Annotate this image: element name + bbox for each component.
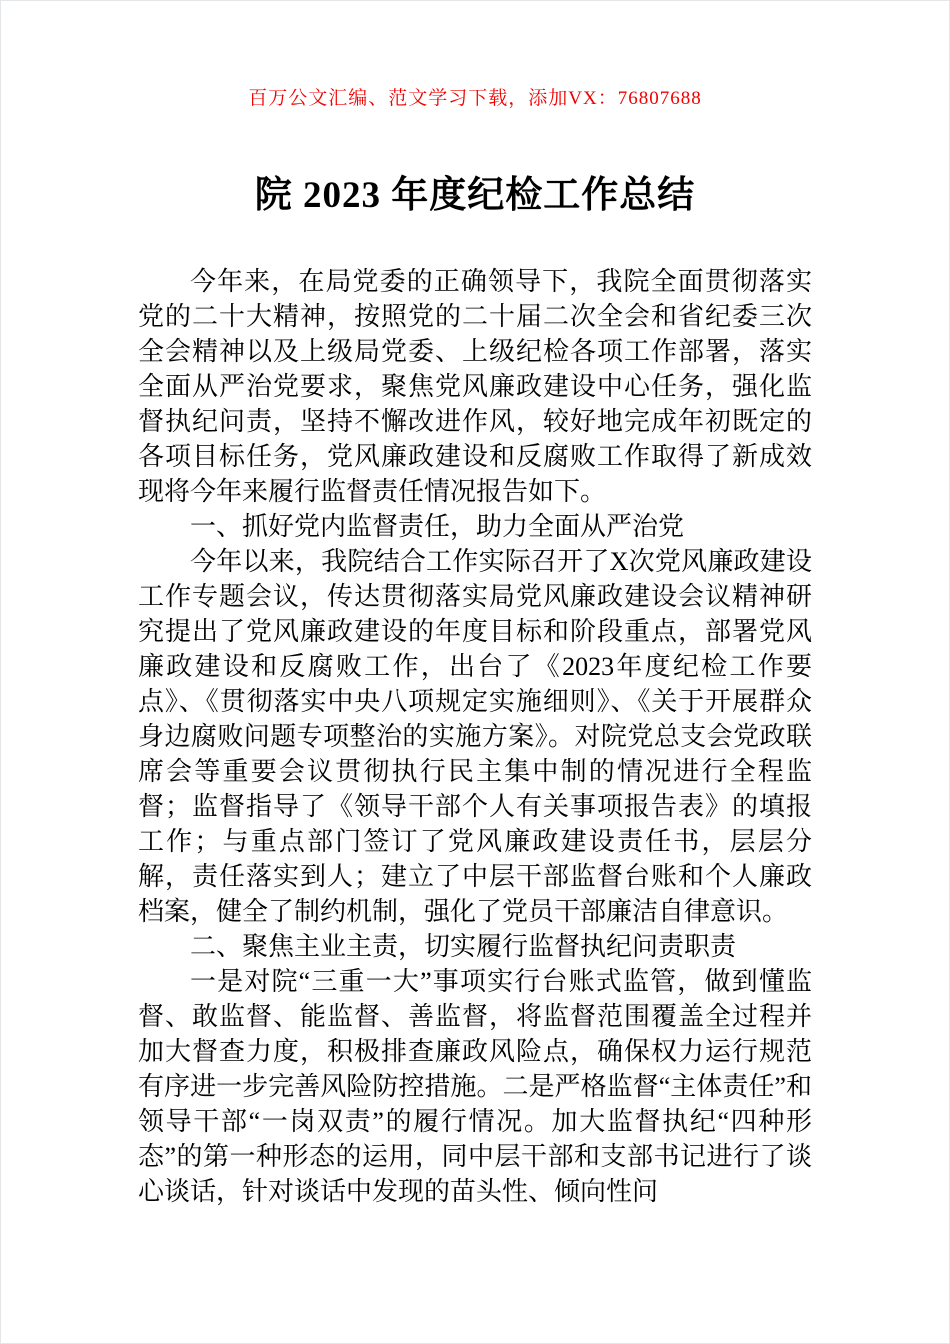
- section-heading-1: 一、抓好党内监督责任，助力全面从严治党: [190, 512, 685, 541]
- body-paragraph: 今年来，在局党委的正确领导下，我院全面贯彻落实党的二十大精神，按照党的二十届二次全会和省纪委三次全会精神以及上级局党委、上级纪检各项工作部署，落实全面从严治党要求，聚焦党风廉政建设中心任务，强化监督执纪问责，坚持不懈改进作风，较好地完成年初既定的各项目标任务，党风廉政建设和反腐败工作取得了新成效现将今年来履行监督责任情况报告如下。: [138, 267, 812, 506]
- header-ad-notice: 百万公文汇编、范文学习下载，添加VX：76807688: [248, 88, 702, 109]
- document-title: 院 2023 年度纪检工作总结: [254, 175, 696, 216]
- section-heading-2: 二、聚焦主业主责，切实履行监督执纪问责职责: [190, 932, 737, 961]
- body-paragraph: 一是对院“三重一大”事项实行台账式监管，做到懂监督、敢监督、能监督、善监督，将监督范围覆盖全过程并加大督查力度，积极排查廉政风险点，确保权力运行规范有序进一步完善风险防控措施。二是严格监督“主体责任”和领导干部“一岗双责”的履行情况。加大监督执纪“四种形态”的第一种形态的运用，同中层干部和支部书记进行了谈心谈话，针对谈话中发现的苗头性、倾向性问: [138, 967, 812, 1206]
- body-paragraph: 今年以来，我院结合工作实际召开了X次党风廉政建设工作专题会议，传达贯彻落实局党风廉政建设会议精神研究提出了党风廉政建设的年度目标和阶段重点，部署党风廉政建设和反腐败工作，出台了《2023年度纪检工作要点》、《贯彻落实中央八项规定实施细则》、《关于开展群众身边腐败问题专项整治的实施方案》。对院党总支会党政联席会等重要会议贯彻执行民主集中制的情况进行全程监督；监督指导了《领导干部个人有关事项报告表》的填报工作；与重点部门签订了党风廉政建设责任书，层层分解，责任落实到人；建立了中层干部监督台账和个人廉政档案，健全了制约机制，强化了党员干部廉洁自律意识。: [138, 547, 812, 926]
- document-body: [138, 264, 812, 1209]
